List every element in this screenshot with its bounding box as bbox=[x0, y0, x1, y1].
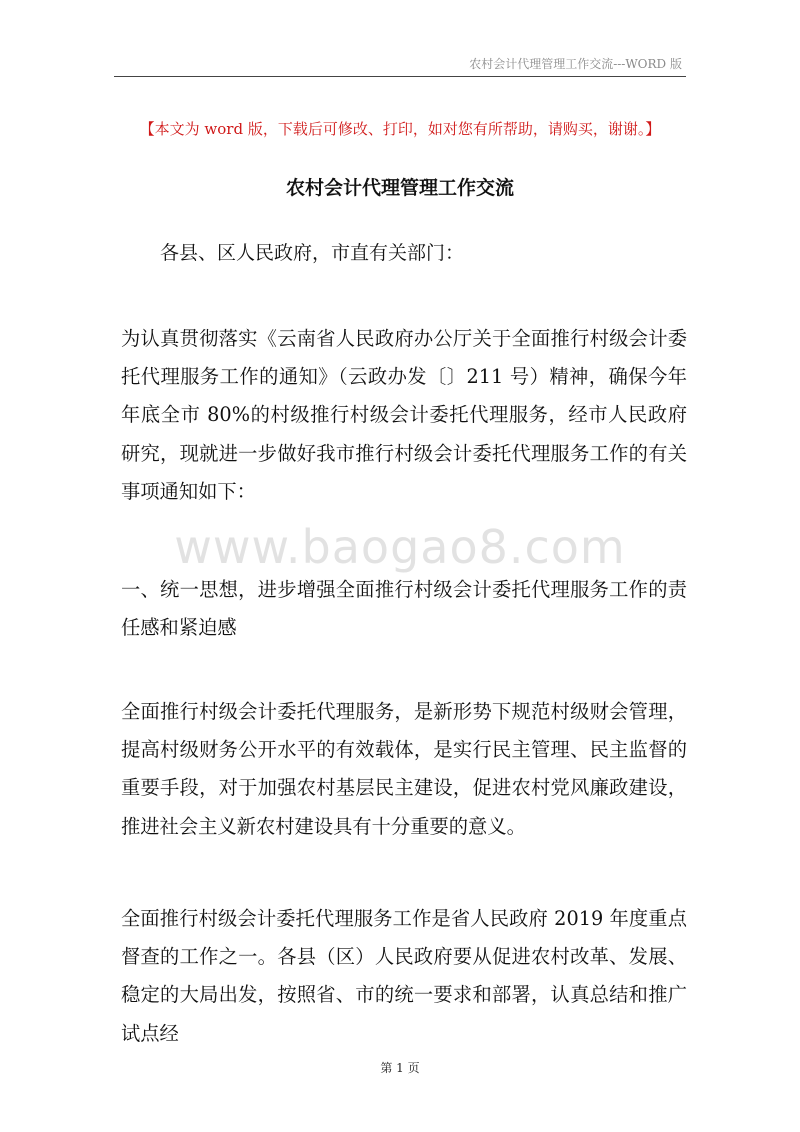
body-paragraph-significance: 全面推行村级会计委托代理服务，是新形势下规范村级财会管理，提高村级财务公开水平的有效载体，是实行民主管理、民主监督的重要手段，对于加强农村基层民主建设，促进农村党风廉政建设，推进社会主义新农村建设具有十分重要的意义。 bbox=[121, 700, 687, 838]
page-number: 第 1 页 bbox=[380, 1061, 420, 1075]
watermark: www.baogao8.com bbox=[174, 520, 626, 574]
header-divider bbox=[114, 76, 686, 77]
download-notice: 【本文为 word 版，下载后可修改、打印，如对您有所帮助，请购买，谢谢。】 bbox=[139, 120, 661, 138]
section-heading-1: 一、统一思想，进步增强全面推行村级会计委托代理服务工作的责任感和紧迫感 bbox=[121, 578, 687, 640]
body-paragraph-intro: 为认真贯彻落实《云南省人民政府办公厅关于全面推行村级会计委托代理服务工作的通知》（云政办发〔〕211 号）精神，确保今年年底全市 80%的村级推行村级会计委托代理服务，经市人民政府研究，现就进一步做好我市推行村级会计委托代理服务工作的有关事项通知如下： bbox=[121, 327, 687, 503]
salutation: 各县、区人民政府，市直有关部门： bbox=[160, 242, 465, 264]
running-header-title: 农村会计代理管理工作交流---WORD 版 bbox=[469, 57, 682, 71]
body-paragraph-inspection: 全面推行村级会计委托代理服务工作是省人民政府 2019 年度重点督查的工作之一。各县（区）人民政府要从促进农村改革、发展、稳定的大局出发，按照省、市的统一要求和部署，认真总结和推广试点经 bbox=[121, 907, 687, 1045]
document-title: 农村会计代理管理工作交流 bbox=[285, 177, 514, 199]
